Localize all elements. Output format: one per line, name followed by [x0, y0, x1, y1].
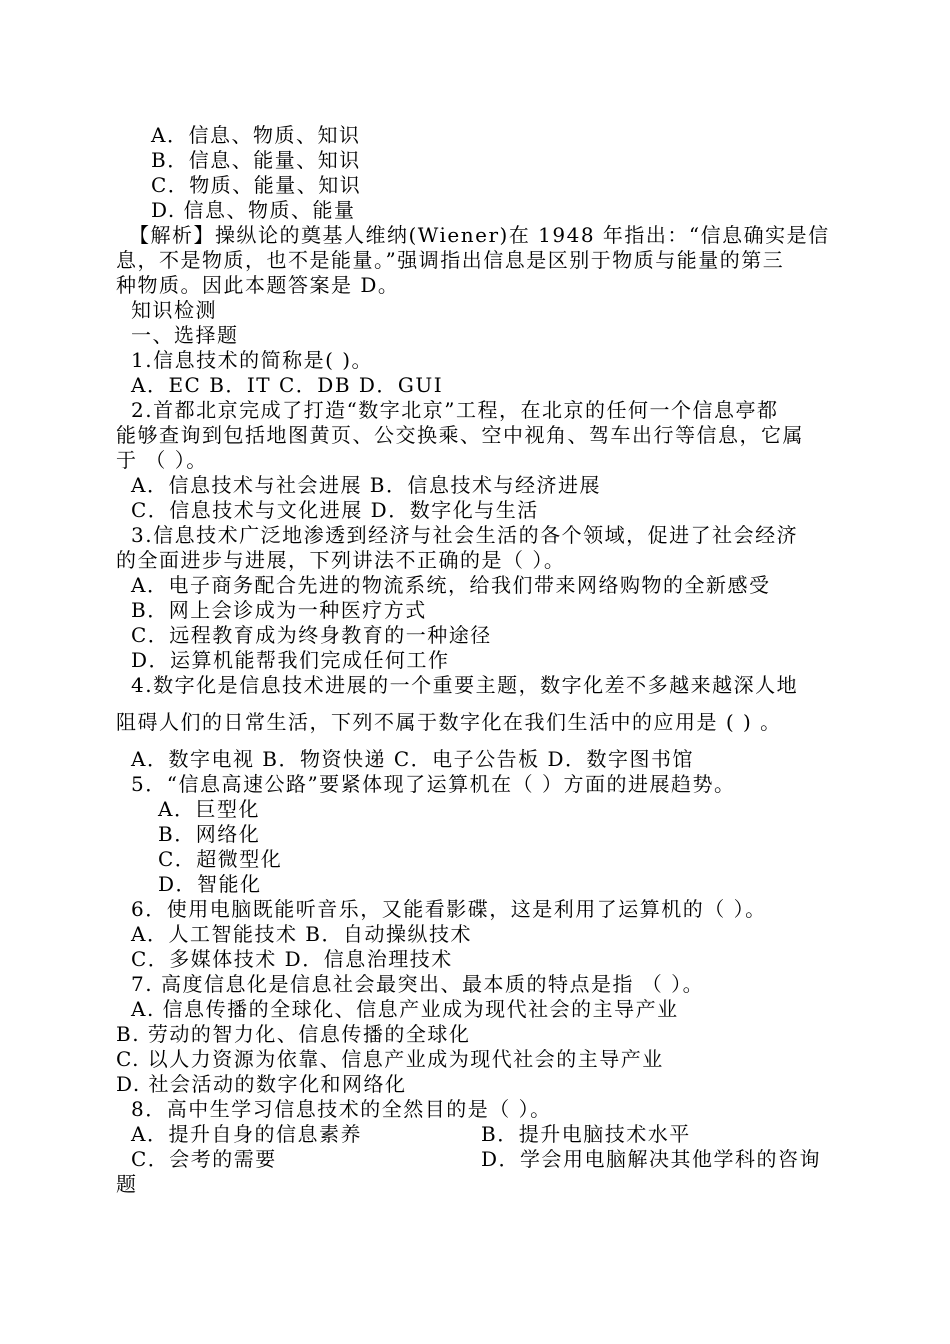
question-line: 5．“信息高速公路”要紧体现了运算机在（ ）方面的进展趋势。: [131, 772, 736, 796]
question-line: 3.信息技术广泛地渗透到经济与社会生活的各个领域，促进了社会经济: [131, 523, 799, 547]
text-line: C．物质、能量、知识: [151, 173, 362, 197]
question-line: 2.首都北京完成了打造“数字北京”工程，在北京的任何一个信息亭都: [131, 398, 779, 422]
question-line: 4.数字化是信息技术进展的一个重要主题，数字化差不多越来越深人地: [131, 673, 799, 697]
option-line: A．信息技术与社会进展 B．信息技术与经济进展: [131, 473, 601, 497]
option-row: [131, 1147, 851, 1172]
section-subheading: 一、选择题: [131, 323, 239, 347]
option-line: B. 劳动的智力化、信息传播的全球化: [116, 1022, 471, 1046]
option-line: A．数字电视 B．物资快递 C．电子公告板 D．数字图书馆: [131, 747, 695, 771]
option-line: C．多媒体技术 D．信息治理技术: [131, 947, 453, 971]
section-heading: 知识检测: [131, 298, 217, 322]
analysis-line: 息，不是物质，也不是能量。”强调指出信息是区别于物质与能量的第三: [116, 248, 785, 272]
option-row: [131, 1122, 851, 1147]
option-line: A．巨型化: [158, 797, 260, 821]
option-line: C．信息技术与文化进展 D．数字化与生活: [131, 498, 539, 522]
text-line: B．信息、能量、知识: [151, 148, 361, 172]
option-line: C．远程教育成为终身教育的一种途径: [131, 623, 492, 647]
option-line: A．电子商务配合先进的物流系统，给我们带来网络购物的全新感受: [131, 573, 771, 597]
option-line: B．网上会诊成为一种医疗方式: [131, 598, 427, 622]
question-line: 8．高中生学习信息技术的全然目的是（ ）。: [131, 1097, 552, 1121]
analysis-line: 种物质。因此本题答案是 D。: [116, 273, 400, 297]
question-line: 1.信息技术的简称是( )。: [131, 348, 374, 372]
option-d: D．学会用电脑解决其他学科的咨询: [481, 1147, 822, 1171]
question-line: 7. 高度信息化是信息社会最突出、最本质的特点是指 （ ）。: [131, 972, 705, 996]
text-line: D. 信息、物质、能量: [151, 198, 356, 222]
option-line: A．人工智能技术 B．自动操纵技术: [131, 922, 472, 946]
option-line: B．网络化: [158, 822, 261, 846]
option-b: B．提升电脑技术水平: [481, 1122, 691, 1146]
option-line: D．智能化: [158, 872, 262, 896]
option-line: A．EC B．IT C．DB D．GUI: [131, 373, 444, 397]
option-line: D. 社会活动的数字化和网络化: [116, 1072, 407, 1096]
question-line: 阻碍人们的日常生活，下列不属于数字化在我们生活中的应用是 ( ) 。: [116, 710, 782, 734]
text-line: 题: [116, 1172, 138, 1196]
option-c: C．会考的需要: [131, 1147, 277, 1171]
question-line: 的全面进步与进展，下列讲法不正确的是（ ）。: [116, 548, 566, 572]
option-line: A. 信息传播的全球化、信息产业成为现代社会的主导产业: [131, 997, 679, 1021]
option-line: D．运算机能帮我们完成任何工作: [131, 648, 450, 672]
option-line: C. 以人力资源为依靠、信息产业成为现代社会的主导产业: [116, 1047, 664, 1071]
text-line: A．信息、物质、知识: [151, 123, 361, 147]
question-line: 6．使用电脑既能听音乐，又能看影碟，这是利用了运算机的（ ）。: [131, 897, 767, 921]
analysis-line: 【解析】操纵论的奠基人维纳(Wiener)在 1948 年指出：“信息确实是信: [129, 223, 830, 247]
option-a: A．提升自身的信息素养: [131, 1122, 362, 1146]
option-line: C．超微型化: [158, 847, 283, 871]
question-line: 于 （ ）。: [116, 448, 208, 472]
question-line: 能够查询到包括地图黄页、公交换乘、空中视角、驾车出行等信息，它属: [116, 423, 804, 447]
